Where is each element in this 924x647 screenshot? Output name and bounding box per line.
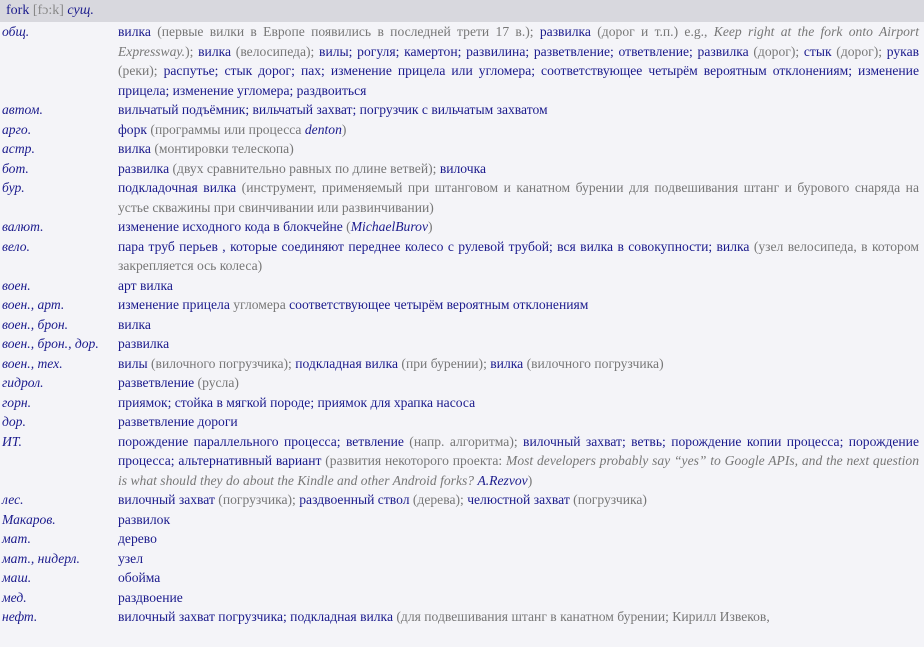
- translation-row: [0, 607, 924, 627]
- comment-text: (дерева);: [409, 492, 468, 507]
- subject-label[interactable]: бот.: [2, 160, 29, 176]
- comment-text: );: [185, 43, 199, 59]
- subject-label[interactable]: мед.: [2, 589, 27, 605]
- translations-cell: [118, 334, 919, 354]
- comment-text: (первые вилки в Европе появились в последней трети 17 в.);: [150, 24, 540, 39]
- comment-text: (русла): [194, 375, 239, 390]
- translation-row: [0, 588, 924, 608]
- subject-label[interactable]: арго.: [2, 121, 32, 137]
- comment-text: ): [341, 121, 347, 137]
- author-link[interactable]: MichaelBurov: [350, 219, 428, 234]
- translation-row: [0, 120, 924, 140]
- subject-label[interactable]: Макаров.: [2, 511, 56, 527]
- author-link[interactable]: denton: [304, 121, 342, 137]
- subject-label[interactable]: воен., тех.: [2, 355, 63, 371]
- translation-link[interactable]: порождение параллельного процесса; ветвление: [118, 433, 404, 449]
- translations-cell: [118, 315, 919, 335]
- translation-link[interactable]: вилочный захват: [118, 492, 215, 507]
- translations-cell: [118, 237, 919, 276]
- translation-row: [0, 412, 924, 432]
- entry-header: [0, 0, 924, 22]
- translation-link[interactable]: вилочка: [439, 160, 487, 176]
- translation-link[interactable]: подкладочная вилка: [118, 180, 237, 195]
- translations-cell: [118, 22, 919, 100]
- translation-link[interactable]: вилка: [198, 43, 232, 59]
- translation-link[interactable]: развилка: [539, 24, 591, 39]
- translation-row: [0, 373, 924, 393]
- headword-link[interactable]: fork: [6, 3, 30, 18]
- comment-text: (узел велосипеда, в котором закрепляется ось колеса): [118, 238, 919, 273]
- comment-text: (дорог и т.п.) e.g.,: [590, 24, 714, 39]
- translation-link[interactable]: подкладная вилка: [295, 355, 399, 371]
- comment-text: (вилочного погрузчика);: [147, 355, 296, 371]
- translation-link[interactable]: приямок; стойка в мягкой породе; приямок для храпка насоса: [118, 394, 476, 410]
- translation-link[interactable]: разветвление: [118, 375, 195, 390]
- comment-text: ): [527, 472, 533, 488]
- subject-label[interactable]: лес.: [2, 492, 24, 507]
- subject-label[interactable]: астр.: [2, 141, 35, 156]
- translation-link[interactable]: узел: [118, 550, 143, 566]
- transcription: [fɔ:k]: [32, 3, 64, 18]
- translation-link[interactable]: вилка: [118, 141, 151, 156]
- translations-cell: [118, 549, 919, 569]
- translations-cell: [118, 490, 919, 510]
- translation-row: [0, 490, 924, 510]
- subject-label[interactable]: мат., нидерл.: [2, 550, 80, 566]
- translation-link[interactable]: соответствующее четырём вероятным отклонениям: [289, 297, 589, 312]
- translations-table: [0, 22, 924, 627]
- comment-text: угломера: [229, 297, 290, 312]
- translation-row: [0, 159, 924, 179]
- translation-link[interactable]: раздвоенный ствол: [299, 492, 410, 507]
- translation-link[interactable]: изменение исходного кода в блокчейне: [118, 219, 343, 234]
- translations-cell: [118, 588, 919, 608]
- translation-link[interactable]: развилка: [118, 336, 170, 351]
- comment-text: (двух сравнительно равных по длине ветвей);: [169, 160, 440, 176]
- translation-row: [0, 393, 924, 413]
- translation-link[interactable]: вильчатый подъёмник; вильчатый захват; погрузчик с вильчатым захватом: [118, 102, 548, 117]
- translation-link[interactable]: стык: [803, 43, 832, 59]
- translations-cell: [118, 529, 919, 549]
- translations-cell: [118, 354, 919, 374]
- translation-row: [0, 334, 924, 354]
- example-text: Keep right at the fork onto Airport Expressway.: [118, 24, 920, 59]
- translation-link[interactable]: рукав: [886, 43, 920, 59]
- translation-row: [0, 178, 924, 217]
- translations-cell: [118, 178, 919, 217]
- subject-label[interactable]: дор.: [2, 414, 26, 429]
- translations-cell: [118, 568, 919, 588]
- translations-cell: [118, 393, 919, 413]
- translations-cell: [118, 412, 919, 432]
- comment-text: (программы или процесса: [147, 121, 305, 137]
- translation-link[interactable]: раздвоение: [118, 589, 183, 605]
- translation-link[interactable]: разветвление дороги: [118, 414, 238, 429]
- translations-cell: [118, 217, 919, 237]
- translation-link[interactable]: развилок: [118, 511, 171, 527]
- subject-label[interactable]: ИТ.: [2, 433, 22, 449]
- translation-link[interactable]: пара труб перьев , которые соединяют переднее колесо с рулевой трубой; вся вилка в совокупности; вилка: [118, 238, 750, 254]
- translation-link[interactable]: вилы: [118, 355, 148, 371]
- subject-label[interactable]: маш.: [2, 570, 32, 585]
- translation-row: [0, 549, 924, 569]
- translations-cell: [118, 276, 919, 296]
- translation-row: [0, 237, 924, 276]
- comment-text: (развития некоторого проекта:: [321, 453, 506, 468]
- translation-link[interactable]: обойма: [118, 570, 161, 585]
- example-text: Most developers probably say “yes” to Google APIs, and the next question is what should they do about the Kindle and other Android forks?: [118, 453, 919, 488]
- comment-text: (при бурении);: [398, 355, 491, 371]
- translation-row: [0, 276, 924, 296]
- comment-text: (инструмент, применяемый при штанговом и канатном бурении для подвешивания штанг и бурового снаряда на устье скважины при свинчивании или развинчивании): [118, 180, 919, 215]
- comment-text: ): [427, 219, 433, 234]
- subject-label[interactable]: горн.: [2, 394, 32, 410]
- comment-text: (дорог);: [748, 43, 804, 59]
- translation-row: [0, 139, 924, 159]
- translation-row: [0, 510, 924, 530]
- subject-label[interactable]: воен.: [2, 277, 31, 293]
- translation-row: [0, 315, 924, 335]
- translations-cell: [118, 373, 919, 393]
- subject-label[interactable]: общ.: [2, 24, 30, 39]
- translation-row: [0, 100, 924, 120]
- translations-cell: [118, 510, 919, 530]
- subject-label[interactable]: автом.: [2, 102, 43, 117]
- translations-cell: [118, 295, 919, 315]
- comment-text: (для подвешивания штанг в канатном бурении; Кирилл Извеков,: [392, 609, 770, 624]
- translations-cell: [118, 139, 919, 159]
- comment-text: (погрузчика);: [214, 492, 300, 507]
- translation-row: [0, 529, 924, 549]
- translation-link[interactable]: челюстной захват: [467, 492, 570, 507]
- translations-cell: [118, 120, 919, 140]
- comment-text: (реки);: [118, 63, 164, 78]
- subject-label[interactable]: воен., арт.: [2, 297, 65, 312]
- subject-label[interactable]: мат.: [2, 531, 31, 546]
- translation-link[interactable]: форк: [118, 121, 148, 137]
- translation-link[interactable]: вилка: [118, 316, 151, 332]
- subject-label[interactable]: вело.: [2, 238, 30, 254]
- translation-row: [0, 568, 924, 588]
- comment-text: (дорог);: [831, 43, 887, 59]
- comment-text: (: [342, 219, 351, 234]
- translation-link[interactable]: развилка: [118, 160, 170, 176]
- translations-cell: [118, 100, 919, 120]
- translation-row: [0, 354, 924, 374]
- translation-link[interactable]: дерево: [118, 531, 157, 546]
- translations-cell: [118, 159, 919, 179]
- translations-cell: [118, 432, 919, 491]
- translation-link[interactable]: арт вилка: [118, 277, 173, 293]
- translation-link[interactable]: вилочный захват; ветвь; порождение копии процесса; порождение процесса; альтернативный вариант: [118, 433, 919, 468]
- translation-link[interactable]: изменение прицела: [118, 297, 230, 312]
- comment-text: (погрузчика): [569, 492, 647, 507]
- translation-link[interactable]: вилы; рогуля; камертон; развилина; разветвление; ответвление; развилка: [319, 43, 749, 59]
- subject-label[interactable]: воен., брон., дор.: [2, 336, 99, 351]
- translation-row: [0, 22, 924, 100]
- translation-row: [0, 217, 924, 237]
- author-link[interactable]: A.Rezvov: [477, 472, 528, 488]
- part-of-speech[interactable]: сущ.: [67, 3, 94, 18]
- translation-link[interactable]: распутье; стык дорог; пах; изменение прицела или угломера; соответствующее четырём вероятным отклонениям; изменение прицела; изменение угломера; раздвоиться: [118, 63, 919, 98]
- translation-link[interactable]: вилка: [118, 24, 151, 39]
- comment-text: (велосипеда);: [231, 43, 320, 59]
- subject-label[interactable]: гидрол.: [2, 375, 44, 390]
- translations-cell: [118, 607, 919, 627]
- subject-label[interactable]: воен., брон.: [2, 316, 69, 332]
- subject-label[interactable]: бур.: [2, 180, 25, 195]
- translation-row: [0, 432, 924, 491]
- comment-text: (напр. алгоритма);: [403, 433, 524, 449]
- comment-text: (монтировки телескопа): [150, 141, 294, 156]
- translation-row: [0, 295, 924, 315]
- subject-label[interactable]: валют.: [2, 219, 44, 234]
- translation-link[interactable]: вилка: [490, 355, 524, 371]
- comment-text: (вилочного погрузчика): [523, 355, 664, 371]
- subject-label[interactable]: нефт.: [2, 609, 38, 624]
- translation-link[interactable]: вилочный захват погрузчика; подкладная вилка: [118, 609, 393, 624]
